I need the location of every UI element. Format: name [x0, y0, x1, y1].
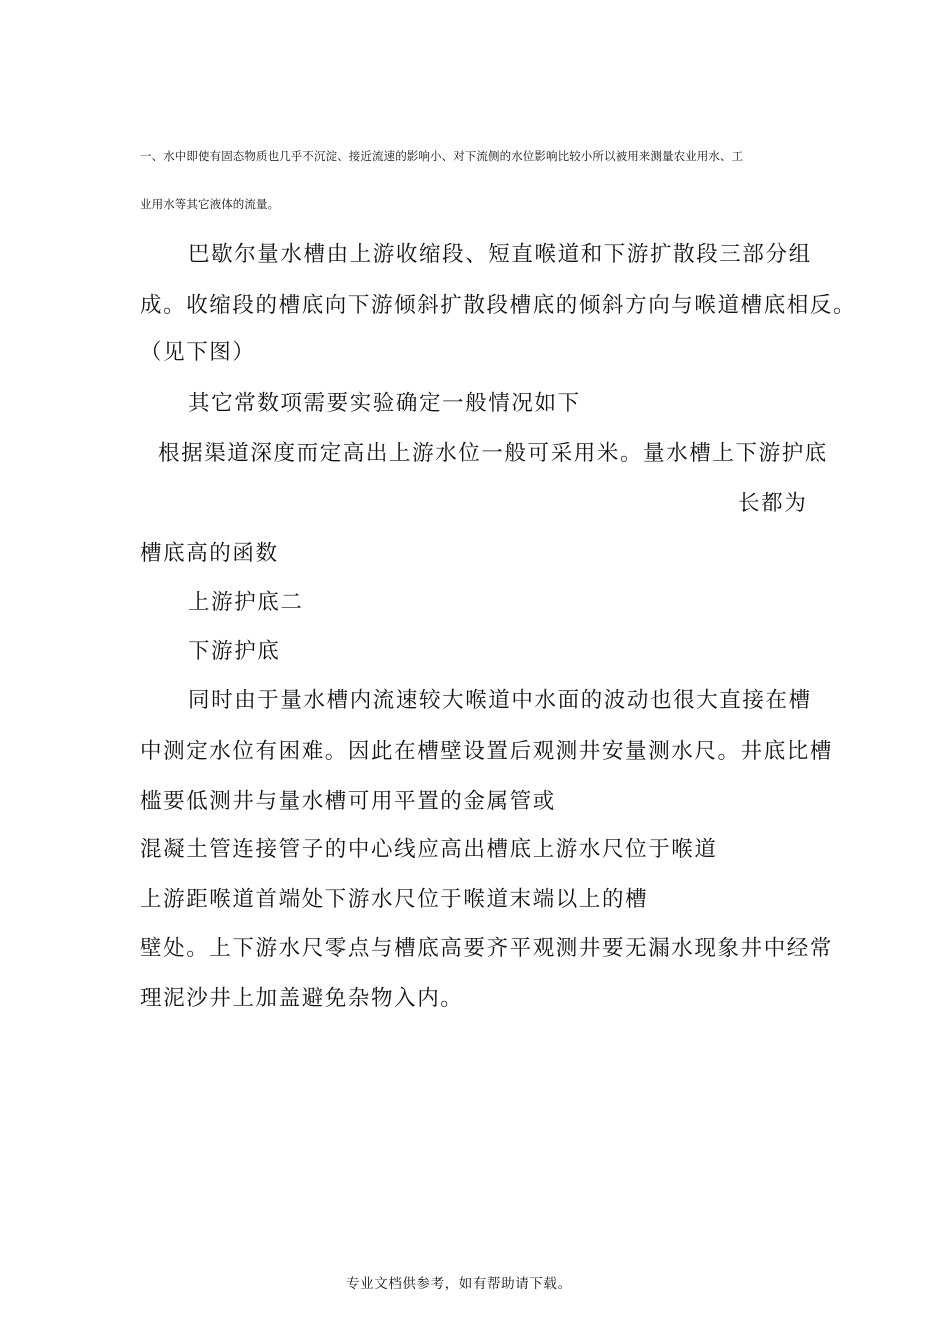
body-text-line: 理泥沙井上加盖避免杂物入内。 — [140, 986, 464, 1011]
body-text-line: 槛要低测井与量水槽可用平置的金属管或 — [140, 789, 556, 814]
body-text-line: 壁处。上下游水尺零点与槽底高要齐平观测井要无漏水现象井中经常 — [140, 936, 834, 961]
intro-line: 业用水等其它液体的流量。 — [140, 197, 280, 211]
body-text-line: 上游距喉道首端处下游水尺位于喉道末端以上的槽 — [140, 887, 649, 912]
body-text-line: 巴歇尔量水槽由上游收缩段、短直喉道和下游扩散段三部分组 — [188, 242, 812, 267]
body-text-line: 长都为 — [738, 491, 808, 516]
body-text-line: 同时由于量水槽内流速较大喉道中水面的波动也很大直接在槽 — [188, 688, 812, 713]
body-text-line: （见下图） — [140, 340, 256, 365]
body-text-line: 上游护底二 — [188, 590, 304, 615]
body-text-line: 其它常数项需要实验确定一般情况如下 — [188, 391, 581, 416]
page-footer: 专业文档供参考，如有帮助请下载。 — [346, 1276, 572, 1292]
intro-line: 一、水中即使有固态物质也几乎不沉淀、接近流速的影响小、对下流侧的水位影响比较小所以被用来测量农业用水、工 — [140, 149, 744, 163]
body-text-line: 下游护底 — [188, 639, 281, 664]
body-text-line: 根据渠道深度而定高出上游水位一般可采用米。量水槽上下游护底 — [158, 441, 828, 466]
body-text-line: 成。收缩段的槽底向下游倾斜扩散段槽底的倾斜方向与喉道槽底相反。 — [140, 293, 857, 318]
body-text-line: 中测定水位有困难。因此在槽壁设置后观测井安量测水尺。井底比槽 — [140, 739, 834, 764]
body-text-line: 槽底高的函数 — [140, 541, 279, 566]
body-text-line: 混凝土管连接管子的中心线应高出槽底上游水尺位于喉道 — [140, 837, 718, 862]
